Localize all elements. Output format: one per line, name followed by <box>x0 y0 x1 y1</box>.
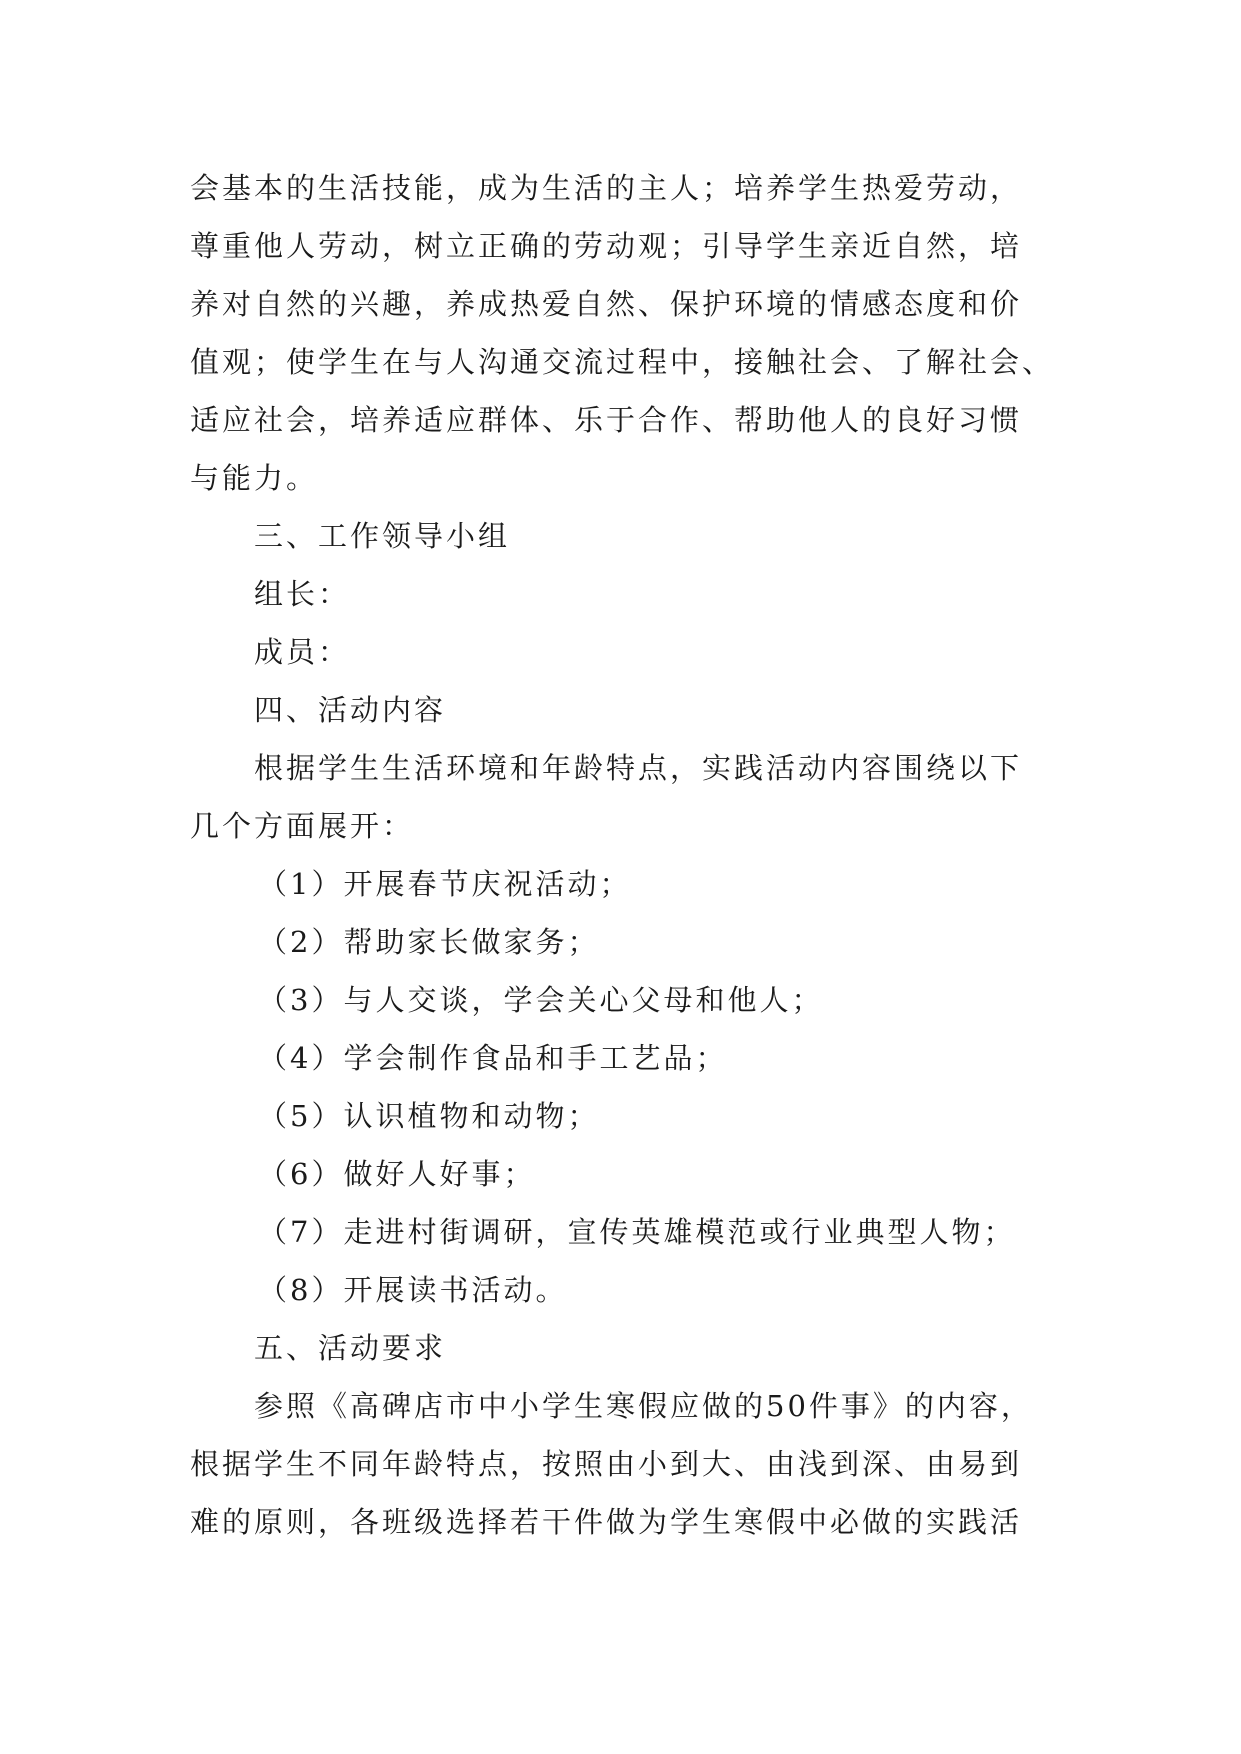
list-item: （4）学会制作食品和手工艺品； <box>258 1041 728 1075</box>
paragraph-line: 适应社会，培养适应群体、乐于合作、帮助他人的良好习惯 <box>190 403 1023 437</box>
paragraph-line: 几个方面展开： <box>190 809 415 843</box>
paragraph-line: 尊重他人劳动，树立正确的劳动观；引导学生亲近自然，培 <box>190 229 1023 263</box>
list-item: （7）走进村街调研，宣传英雄模范或行业典型人物； <box>258 1215 1016 1249</box>
paragraph-line: 难的原则，各班级选择若干件做为学生寒假中必做的实践活 <box>190 1505 1023 1539</box>
paragraph-line: 根据学生生活环境和年龄特点，实践活动内容围绕以下 <box>254 751 1023 785</box>
list-item: （8）开展读书活动。 <box>258 1273 568 1307</box>
section-heading-leadership: 三、工作领导小组 <box>254 519 511 553</box>
members-label: 成员： <box>254 635 351 669</box>
paragraph-line: 根据学生不同年龄特点，按照由小到大、由浅到深、由易到 <box>190 1447 1023 1481</box>
list-item: （3）与人交谈，学会关心父母和他人； <box>258 983 824 1017</box>
paragraph-line: 养对自然的兴趣，养成热爱自然、保护环境的情感态度和价 <box>190 287 1023 321</box>
section-heading-activity-content: 四、活动内容 <box>254 693 447 727</box>
paragraph-line: 参照《高碑店市中小学生寒假应做的50件事》的内容， <box>254 1389 1033 1423</box>
leader-label: 组长： <box>254 577 351 611</box>
list-item: （2）帮助家长做家务； <box>258 925 600 959</box>
list-item: （1）开展春节庆祝活动； <box>258 867 632 901</box>
list-item: （5）认识植物和动物； <box>258 1099 600 1133</box>
paragraph-line: 与能力。 <box>190 461 319 495</box>
paragraph-line: 会基本的生活技能，成为生活的主人；培养学生热爱劳动， <box>190 171 1023 205</box>
section-heading-requirements: 五、活动要求 <box>254 1331 447 1365</box>
paragraph-line: 值观；使学生在与人沟通交流过程中，接触社会、了解社会、 <box>190 345 1055 379</box>
list-item: （6）做好人好事； <box>258 1157 536 1191</box>
